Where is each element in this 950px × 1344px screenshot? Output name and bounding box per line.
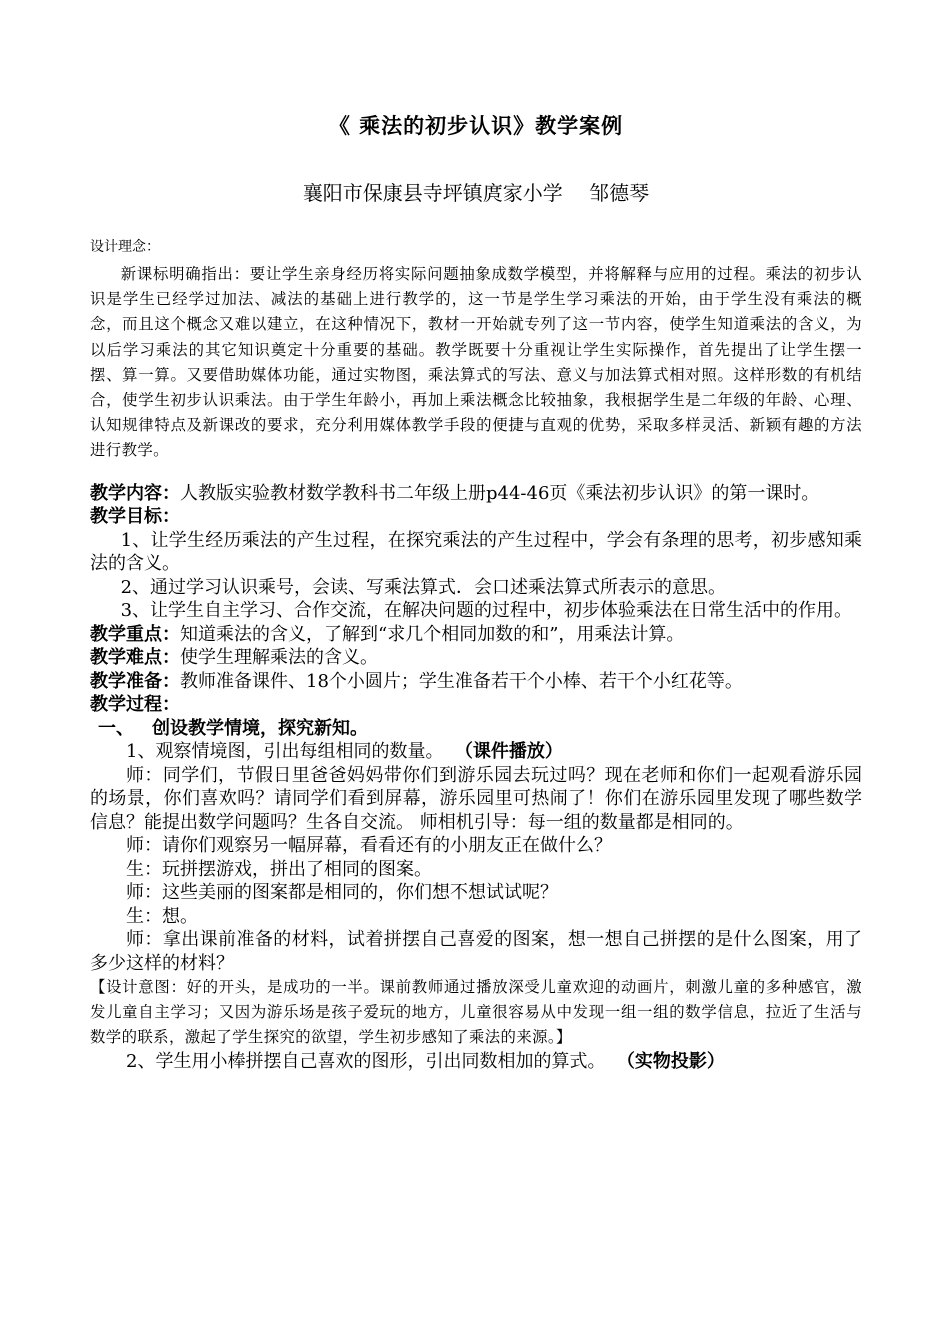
step-one-number: 一、 [98, 717, 134, 739]
document-page [90, 100, 862, 1074]
process-label: 教学过程： [90, 694, 180, 716]
difficulty-label: 教学难点： [90, 647, 180, 669]
key-point-text: 知道乘法的含义，了解到“求几个相同加数的和”，用乘法计算。 [180, 623, 685, 645]
preparation-text: 教师准备课件、18个小圆片；学生准备若干个小棒、若干个小红花等。 [180, 670, 743, 692]
preparation-label: 教学准备： [90, 670, 180, 692]
sub-step-1-text: 1、观察情境图，引出每组相同的数量。 [126, 741, 444, 763]
dialogue-line: 生：玩拼摆游戏，拼出了相同的图案。 [126, 858, 432, 880]
teaching-goals [90, 505, 862, 623]
step-one-heading [90, 717, 862, 741]
dialogue-line: 师：请你们观察另一幅屏幕，看看还有的小朋友正在做什么？ [126, 835, 612, 857]
dialogue-line: 师：拿出课前准备的材料，试着拼摆自己喜爱的图案，想一想自己拼摆的是什么图案，用了多少这样的材料？ [90, 929, 862, 974]
dialogue-line: 生：想。 [126, 905, 198, 927]
author-line: 襄阳市保康县寺坪镇庹家小学 邹德琴 [302, 181, 650, 205]
sub-step-2-text: 2、学生用小棒拼摆自己喜欢的图形，引出同数相加的算式。 [126, 1051, 606, 1073]
sub-step-2 [90, 1050, 862, 1074]
teaching-preparation [90, 670, 862, 694]
teaching-goals-label: 教学目标： [90, 506, 180, 528]
goal-item: 1、让学生经历乘法的产生过程，在探究乘法的产生过程中，学会有条理的思考，初步感知乘法的含义。 [90, 529, 862, 575]
sub-step-1-tag: （课件播放） [454, 741, 563, 763]
key-point-label: 教学重点： [90, 623, 180, 645]
goal-item: 3、让学生自主学习、合作交流，在解决问题的过程中，初步体验乘法在日常生活中的作用。 [120, 600, 853, 622]
document-title: 《 乘法的初步认识》教学案例 [328, 113, 624, 138]
dialogue-line: 师：这些美丽的图案都是相同的，你们想不想试试呢？ [126, 882, 558, 904]
design-concept-label: 设计理念： [90, 239, 160, 255]
difficulty-text: 使学生理解乘法的含义。 [180, 647, 378, 669]
design-concept-text: 新课标明确指出：要让学生亲身经历将实际问题抽象成数学模型，并将解释与应用的过程。乘法的初步认识是学生已经学过加法、减法的基础上进行教学的，这一节是学生学习乘法的开始，由于学生没有乘法的概念，而且这个概念又难以建立，在这种情况下，教材一开始就专列了这一节内容，使学生知道乘法的含义，为以后学习乘法的其它知识奠定十分重要的基础。教学既要十分重视让学生实际操作，首先提出了让学生摆一摆、算一算。又要借助媒体功能，通过实物图，乘法算式的写法、意义与加法算式相对照。这样形数的有机结合，使学生初步认识乘法。由于学生年龄小，再加上乘法概念比较抽象，我根据学生是二年级的年龄、心理、认知规律特点及新课改的要求，充分利用媒体教学手段的便捷与直观的优势，采取多样灵活、新颖有趣的方法进行教学。 [90, 265, 862, 460]
teaching-process [90, 693, 862, 1074]
dialogue-line: 师：同学们，节假日里爸爸妈妈带你们到游乐园去玩过吗？现在老师和你们一起观看游乐园的场景，你们喜欢吗？请同学们看到屏幕，游乐园里可热闹了！你们在游乐园里发现了哪些数学信息？能提出数学问题吗？生各自交流。 师相机引导：每一组的数量都是相同的。 [90, 764, 862, 833]
teaching-content [90, 482, 862, 506]
teaching-content-label: 教学内容： [90, 482, 180, 504]
sub-step-2-tag: （实物投影） [616, 1051, 725, 1073]
teaching-content-text: 人教版实验教材数学教科书二年级上册p44-46页《乘法初步认识》的第一课时。 [180, 482, 820, 504]
sub-step-1 [90, 740, 862, 764]
teaching-key-point [90, 623, 862, 647]
step-one-title: 创设教学情境，探究新知。 [152, 717, 368, 739]
design-intent-note: 【设计意图：好的开头，是成功的一半。课前教师通过播放深受儿童欢迎的动画片，刺激儿童的多种感官，激发儿童自主学习；又因为游乐场是孩子爱玩的地方，儿童很容易从中发现一组一组的数学信息，拉近了生活与数学的联系，激起了学生探究的欲望，学生初步感知了乘法的来源。】 [90, 978, 862, 1047]
teaching-difficulty [90, 646, 862, 670]
goal-item: 2、通过学习认识乘号，会读、写乘法算式．会口述乘法算式所表示的意思。 [120, 576, 727, 598]
